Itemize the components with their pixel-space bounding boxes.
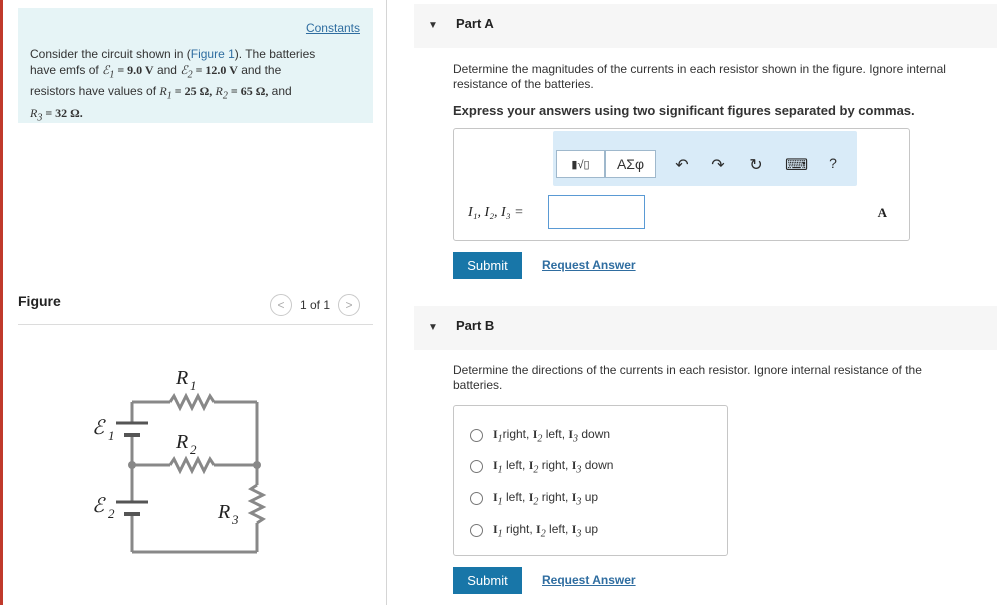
junction-left [128,461,136,469]
problem-statement-panel [18,8,373,123]
column-divider [386,0,387,605]
window-left-edge [0,0,3,605]
collapse-triangle-icon[interactable]: ▼ [428,20,438,31]
label-e1-sub: 1 [108,428,115,443]
undo-icon[interactable]: ↶ [675,157,689,174]
part-a-submit-button[interactable]: Submit [453,252,522,279]
figure-link[interactable]: Figure 1 [190,47,235,61]
part-b-submit-button[interactable]: Submit [453,567,522,594]
r3-symbol: R [30,105,38,120]
radio-button[interactable] [470,429,483,442]
label-e1: ℰ [92,417,105,439]
figure-pager [270,294,360,316]
math-toolbar [553,131,857,186]
constants-link[interactable]: Constants [305,21,360,35]
reset-icon[interactable]: ↻ [749,157,763,174]
circuit-wires [132,396,263,552]
prev-figure-button[interactable] [270,294,292,316]
resistor-r3-zigzag [251,485,263,523]
problem-text-part: Consider the circuit shown in ( [30,47,191,61]
part-b-request-answer-link[interactable]: Request Answer [542,573,636,587]
keyboard-icon[interactable]: ⌨ [785,157,809,174]
r1-symbol: R [159,84,167,99]
figure-divider [18,324,373,325]
emf1-symbol: ℰ [102,63,110,77]
answer-unit: A [877,205,887,220]
collapse-triangle-icon[interactable]: ▼ [428,322,438,333]
redo-icon[interactable]: ↷ [711,157,725,174]
label-r1: R [176,367,189,389]
part-a-answer-box [453,128,910,241]
radio-button[interactable] [470,460,483,473]
answer-input[interactable] [548,195,645,229]
r3-subscript: 3 [37,112,43,124]
symbols-button[interactable]: ΑΣφ [605,150,656,178]
part-a-header[interactable] [414,4,997,48]
junction-right [253,461,261,469]
part-b-title: Part B [456,318,495,333]
label-r2-sub: 2 [190,442,197,457]
answer-label: I₁, I₂, I₃ = [468,205,524,220]
square-root-template-icon: ▮√▯ [571,158,590,171]
label-e2: ℰ [92,495,105,517]
r2-subscript: 2 [222,90,228,102]
choice-text: $I_1$ right, $I_2$ left, $I_3$ up [493,522,599,540]
label-r3: R [218,501,231,523]
help-icon[interactable]: ? [829,155,837,171]
chevron-left-icon: < [277,298,285,312]
r2-value: = 65 Ω, [227,84,269,99]
figure-title: Figure [18,293,61,309]
label-r1-sub: 1 [190,378,197,393]
r2-symbol: R [215,84,223,99]
choice-text: $I_1$ left, $I_2$ right, $I_3$ up [493,490,599,508]
choice-option-1[interactable] [470,427,610,444]
chevron-right-icon: > [345,298,353,312]
choice-text: $I_1$ left, $I_2$ right, $I_3$ down [493,458,614,476]
part-a-title: Part A [456,16,494,31]
part-a-instruction: Express your answers using two significant figures separated by commas. [453,103,915,118]
problem-text-part: and [268,84,292,99]
problem-text-part: resistors have values of [30,84,160,99]
figure-page-count: 1 of 1 [300,298,331,312]
choice-text: $I_1right$, $I_2$ left, $I_3$ down [493,427,611,445]
radio-button[interactable] [470,492,483,505]
choice-option-3[interactable] [470,490,598,507]
problem-text-part: ). The batteries [234,47,316,61]
problem-text-part: and [153,63,181,77]
choice-option-2[interactable] [470,458,613,475]
label-r2: R [176,431,189,453]
label-r3-sub: 3 [232,512,239,527]
r1-value: = 25 Ω, [171,84,213,99]
problem-text-part: and the [237,63,282,77]
label-e2-sub: 2 [108,506,115,521]
resistor-r1-zigzag [170,396,214,408]
next-figure-button[interactable] [338,294,360,316]
circuit-diagram [90,360,290,560]
part-b-header[interactable] [414,306,997,350]
radio-button[interactable] [470,524,483,537]
part-a-request-answer-link[interactable]: Request Answer [542,258,636,272]
emf2-value: = 12.0 V [192,63,238,77]
r3-value: = 32 Ω. [42,105,83,120]
emf1-value: = 9.0 V [114,63,154,77]
part-a-question: Determine the magnitudes of the currents in each resistor shown in the figure. Ignore internal resistance of the batteries. [453,62,946,91]
problem-text [30,46,360,126]
template-button[interactable] [556,150,605,178]
part-b-choices [453,405,728,556]
resistor-r2-zigzag [170,459,214,471]
problem-text-part: have emfs of [30,63,103,77]
emf2-symbol: ℰ [180,63,188,77]
emf2-subscript: 2 [187,69,193,81]
choice-option-4[interactable] [470,522,598,539]
part-b-question: Determine the directions of the currents in each resistor. Ignore internal resistance of the batteries. [453,363,922,392]
r1-subscript: 1 [166,90,172,102]
emf1-subscript: 1 [109,69,115,81]
